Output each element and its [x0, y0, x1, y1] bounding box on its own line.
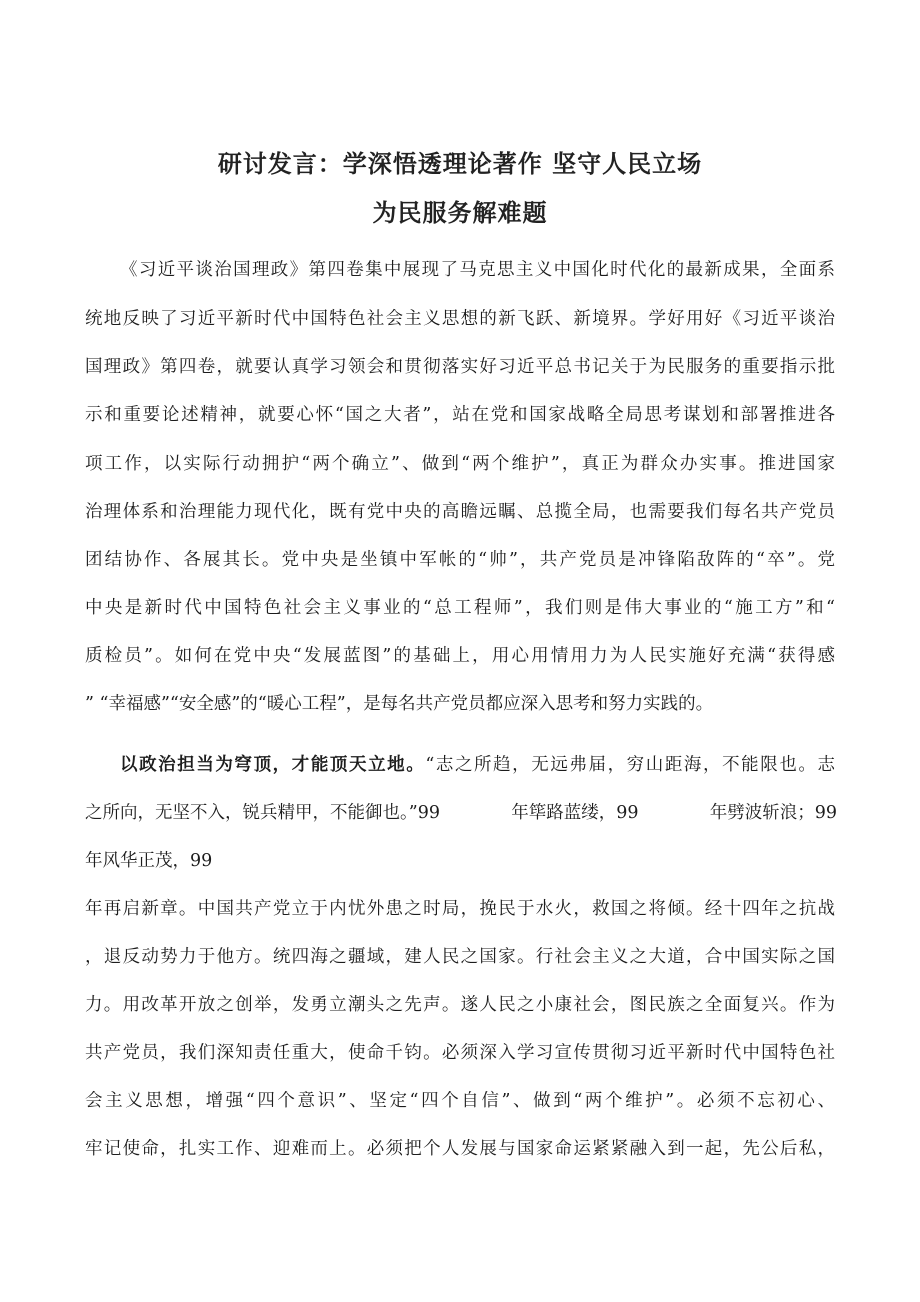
- paragraph-line: ，退反动势力于他方。统四海之疆域，建人民之国家。行社会主义之大道，合中国实际之国: [85, 947, 835, 967]
- document-title-line1: 研讨发言：学深悟透理论著作 坚守人民立场: [217, 150, 703, 178]
- document-title-line2: 为民服务解难题: [372, 199, 548, 227]
- paragraph-line: 年再启新章。中国共产党立于内忧外患之时局，挽民于水火，救国之将倾。经十四年之抗战: [85, 899, 835, 919]
- paragraph-line: 项工作，以实际行动拥护“两个确立”、做到“两个维护”，真正为群众办实事。推进国家: [85, 454, 835, 474]
- line-segment: 之所向，无坚不入，锐兵精甲，不能御也。”99: [85, 803, 440, 823]
- paragraph-line: 《习近平谈治国理政》第四卷集中展现了马克思主义中国化时代化的最新成果，全面系: [120, 260, 835, 280]
- paragraph-line: 国理政》第四卷，就要认真学习领会和贯彻落实好习近平总书记关于为民服务的重要指示批: [85, 357, 835, 377]
- line-segment: 年劈波斩浪；99: [709, 803, 837, 823]
- paragraph-line: 治理体系和治理能力现代化，既有党中央的高瞻远瞩、总揽全局，也需要我们每名共产党员: [85, 502, 835, 522]
- paragraph-line: ” “幸福感”“安全感”的“暖心工程”，是每名共产党员都应深入思考和努力实践的。: [85, 694, 714, 714]
- paragraph-line: 会主义思想，增强“四个意识”、坚定“四个自信”、做到“两个维护”。必须不忘初心、: [85, 1091, 835, 1111]
- line-segment: 年筚路蓝缕，99: [511, 803, 639, 823]
- paragraph-line: 牢记使命，扎实工作、迎难而上。必须把个人发展与国家命运紧紧融入到一起，先公后私，: [85, 1139, 835, 1159]
- bold-lead-sentence: 以政治担当为穹顶，才能顶天立地。: [120, 755, 426, 775]
- paragraph-line-with-lead: [120, 754, 835, 776]
- paragraph-line: 质检员”。如何在党中央“发展蓝图”的基础上，用心用情用力为人民实施好充满“获得感: [85, 646, 835, 666]
- paragraph-line: 团结协作、各展其长。党中央是坐镇中军帐的“帅”，共产党员是冲锋陷敌阵的“卒”。党: [85, 550, 835, 570]
- paragraph-line: 中央是新时代中国特色社会主义事业的“总工程师”，我们则是伟大事业的“施工方”和“: [85, 598, 835, 618]
- paragraph-line-numbers: [85, 802, 837, 824]
- paragraph-line: 示和重要论述精神，就要心怀“国之大者”，站在党和国家战略全局思考谋划和部署推进各: [85, 405, 835, 425]
- paragraph-line: 力。用改革开放之创举，发勇立潮头之先声。遂人民之小康社会，图民族之全面复兴。作为: [85, 995, 835, 1015]
- paragraph-line-rest: “志之所趋，无远弗届，穷山距海，不能限也。志: [425, 755, 835, 775]
- paragraph-line: 统地反映了习近平新时代中国特色社会主义思想的新飞跃、新境界。学好用好《习近平谈治: [85, 309, 835, 329]
- paragraph-line: 共产党员，我们深知责任重大，使命千钧。必须深入学习宣传贯彻习近平新时代中国特色社: [85, 1043, 835, 1063]
- paragraph-line: 年风华正茂，99: [85, 851, 213, 871]
